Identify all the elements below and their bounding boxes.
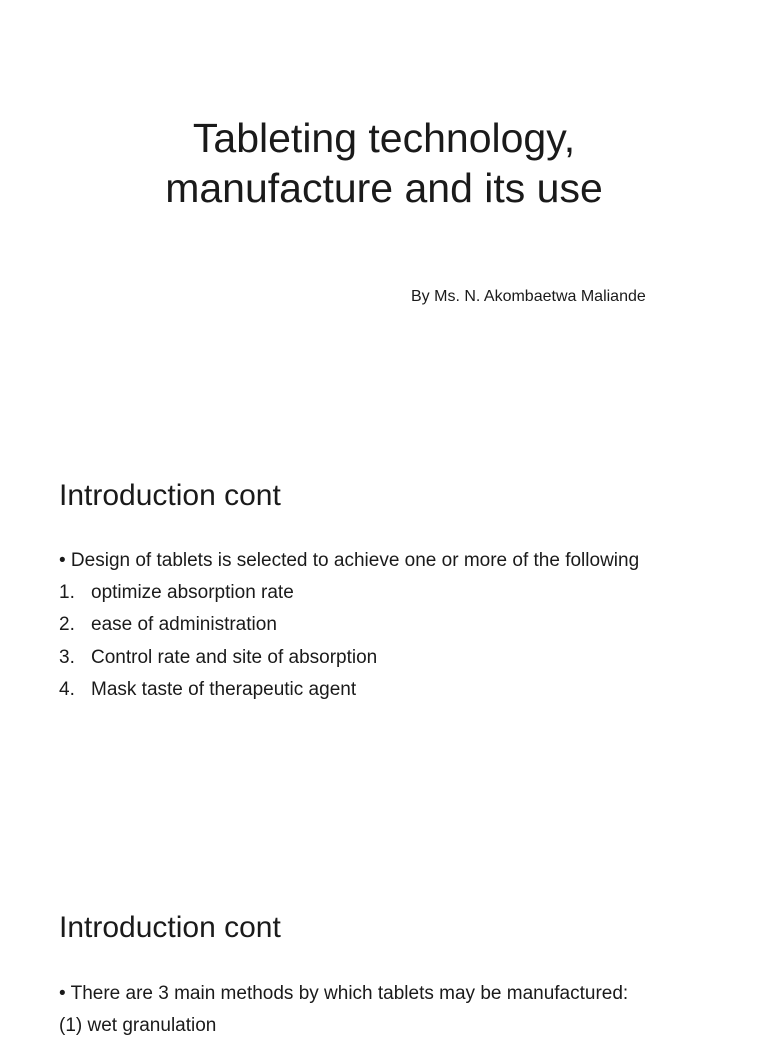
list-item [59, 581, 377, 613]
list-number: 2. [59, 614, 75, 636]
presentation-title [0, 113, 768, 213]
bullet-point: • There are 3 main methods by which tablets may be manufactured: [59, 983, 629, 1004]
author-byline: By Ms. N. Akombaetwa Maliande [411, 288, 646, 305]
numbered-list [59, 581, 377, 710]
title-line: manufacture and its use [165, 165, 603, 211]
title-slide [0, 0, 768, 432]
list-number: 3. [59, 646, 75, 668]
bullet-point: • Design of tablets is selected to achieve one or more of the following [59, 550, 640, 571]
method-line: (1) wet granulation [59, 1015, 217, 1036]
list-text: Mask taste of therapeutic agent [91, 678, 357, 700]
list-text: Control rate and site of absorption [91, 646, 378, 668]
list-text: ease of administration [91, 614, 277, 636]
list-number: 1. [59, 582, 75, 603]
list-number: 4. [59, 678, 75, 700]
slide-heading: Introduction cont [59, 479, 281, 512]
list-item [59, 646, 377, 678]
title-line: Tableting technology, [192, 115, 576, 161]
content-slide [0, 432, 768, 864]
slide-heading: Introduction cont [59, 911, 281, 944]
list-text: optimize absorption rate [91, 582, 294, 603]
list-item [59, 613, 377, 645]
content-slide-partial [0, 864, 768, 1036]
list-item [59, 678, 377, 710]
